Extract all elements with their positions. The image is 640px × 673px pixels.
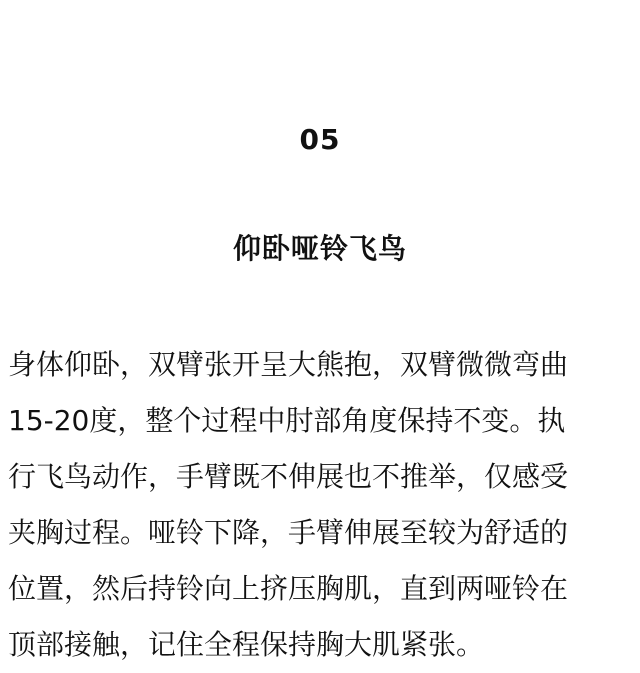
body-paragraph [8,337,632,673]
body-line: 夹胸过程。哑铃下降，手臂伸展至较为舒适的 [8,516,569,549]
body-line: 位置，然后持铃向上挤压胸肌，直到两哑铃在 [8,572,569,605]
section-title: 仰卧哑铃飞鸟 [232,232,407,265]
body-line: 身体仰卧，双臂张开呈大熊抱，双臂微微弯曲 [8,348,569,381]
body-line: 顶部接触，记住全程保持胸大肌紧张。 [8,628,485,661]
body-line: 行飞鸟动作，手臂既不伸展也不推举，仅感受 [8,460,569,493]
section-number: 05 [299,123,341,156]
body-line: 15-20度，整个过程中肘部角度保持不变。执 [8,404,566,437]
